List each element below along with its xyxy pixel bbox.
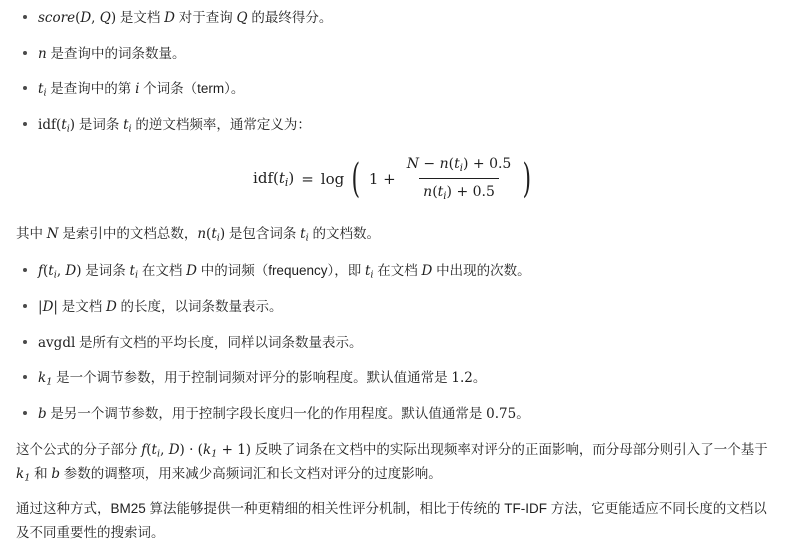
bullet-text-score: score(D, Q) 是文档 D 对于查询 Q 的最终得分。 (38, 10, 333, 26)
bullet-text-b: b 是另一个调节参数，用于控制字段长度归一化的作用程度。默认值通常是 0.75。 (38, 405, 530, 422)
bullet-text-frequency: $f(t_i$, D) 是词条 $t_i$ 在文档 D 中的词频（frequency），即 $t_i$ 在文档 D 中出现的次数。 (38, 263, 531, 281)
bullet-text-avgdl: avgdl 是所有文档的平均长度，同样以词条数量表示。 (38, 334, 363, 351)
equation-open-paren: ( (351, 156, 361, 203)
equation-note: 其中 N 是索引中的文档总数，$n(t_i)$ 是包含词条 $t_i$ 的文档数。 (16, 225, 380, 244)
equation-lhs: $idf(t_i)$ (253, 168, 295, 189)
equation-close-paren: ) (522, 156, 532, 203)
bullet-text-doclength: |D| 是文档 D 的长度，以词条数量表示。 (38, 299, 283, 315)
bullet-text-n: n 是查询中的词条数量。 (38, 45, 186, 62)
equation-one-plus: 1 + (368, 169, 396, 188)
definition-list-top (16, 6, 772, 138)
equation-equals: = (301, 169, 314, 188)
bullet-text-k1: $k_1$ 是一个调节参数，用于控制词频对评分的影响程度。默认值通常是 1.2。 (38, 370, 487, 388)
list-item (16, 331, 772, 356)
list-item (16, 366, 772, 391)
equation-numerator: $N - n(t_i) + 0.5$ (406, 155, 512, 174)
equation-log: log (320, 169, 345, 188)
equation-fraction (403, 152, 516, 206)
list-item (16, 259, 772, 284)
bullet-text-idf: $idf(t_i)$ 是词条 $t_i$ 的逆文档频率，通常定义为： (38, 116, 311, 135)
list-item (16, 77, 772, 102)
equation-denominator: $n(t_i) + 0.5$ (419, 178, 499, 205)
list-item (16, 6, 772, 31)
list-item (16, 295, 772, 320)
list-item (16, 42, 772, 67)
list-item (16, 402, 772, 427)
idf-equation (16, 152, 772, 206)
definition-list-bottom (16, 259, 772, 426)
paragraph-formula-explanation: 这个公式的分子部分 $f(t_i$, $D) \cdot (k_1 + 1)$ 反映了词条在文档中的实际出现频率对评分的正面影响，而分母部分则引入了一个基于 $k_1$ 和 b 参数的调整项，用来减少高频词汇和长文档对评分的过度影响。 (16, 441, 768, 485)
paragraph-bm25-summary: 通过这种方式，BM25 算法能够提供一种更精细的相关性评分机制，相比于传统的 TF-IDF 方法，它更能适应不同长度的文档以及不同重要性的搜索词。 (16, 501, 767, 540)
list-item (16, 113, 772, 138)
bullet-text-ti: $t_i$ 是查询中的第 i 个词条（term）。 (38, 81, 245, 99)
